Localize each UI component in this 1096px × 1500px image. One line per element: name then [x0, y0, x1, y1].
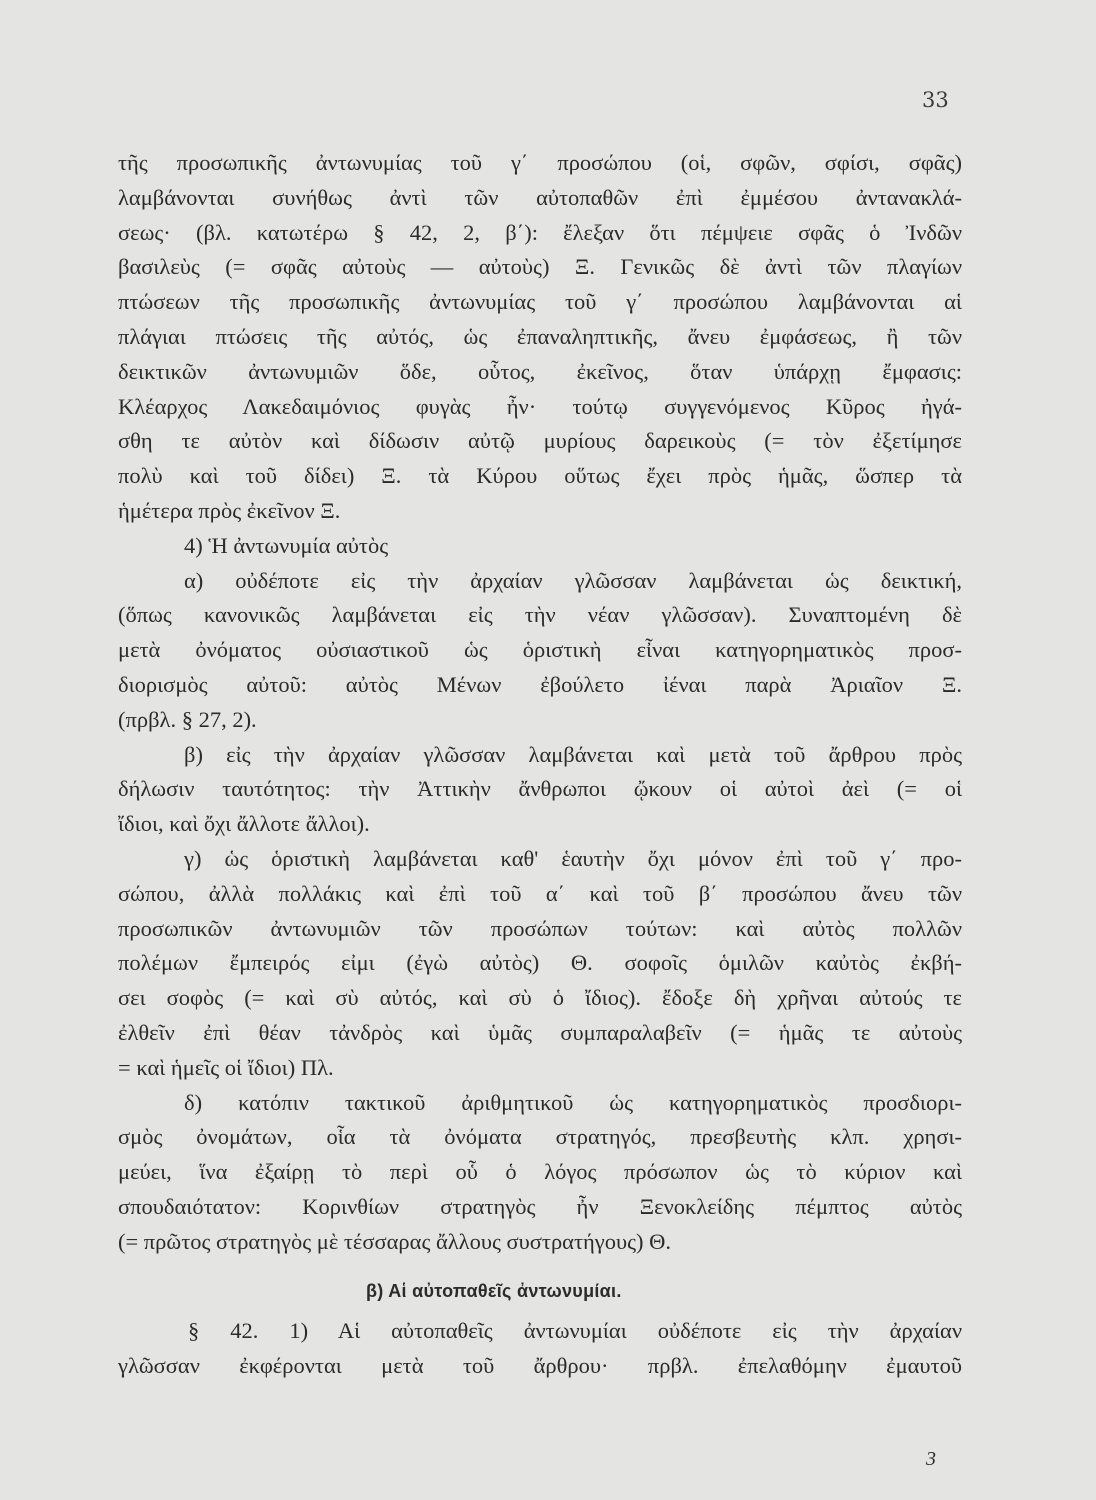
text-line: τῆς προσωπικῆς ἀντωνυμίας τοῦ γ΄ προσώπου (οἱ, σφῶν, σφίσι, σφᾶς) — [118, 150, 962, 175]
text-line: ἴδιοι, καὶ ὄχι ἄλλοτε ἄλλοι). — [118, 811, 370, 837]
text-line: προσωπικῶν ἀντωνυμιῶν τῶν προσώπων τούτων: καὶ αὐτὸς πολλῶν — [118, 915, 962, 941]
text-line: πτώσεων τῆς προσωπικῆς ἀντωνυμίας τοῦ γ΄ προσώπου λαμβάνονται αἱ — [118, 289, 962, 315]
text-line: σεως· (βλ. κατωτέρω § 42, 2, β΄): ἔλεξαν ὅτι πέμψειε σφᾶς ὁ Ἰνδῶν — [118, 219, 962, 245]
text-line: σώπου, ἀλλὰ πολλάκις καὶ ἐπὶ τοῦ α΄ καὶ τοῦ β΄ προσώπου ἄνευ τῶν — [118, 880, 962, 906]
text-line: Κλέαρχος Λακεδαιμόνιος φυγὰς ἦν· τούτῳ συγγενόμενος Κῦρος ἠγά- — [118, 393, 962, 419]
text-line: πλάγιαι πτώσεις τῆς αὐτός, ὡς ἐπαναληπτικῆς, ἄνευ ἐμφάσεως, ἢ τῶν — [118, 323, 962, 349]
text-line: πολὺ καὶ τοῦ δίδει) Ξ. τὰ Κύρου οὕτως ἔχει πρὸς ἡμᾶς, ὥσπερ τὰ — [118, 463, 962, 489]
text-line: σει σοφὸς (= καὶ σὺ αὐτός, καὶ σὺ ὁ ἴδιος). ἔδοξε δὴ χρῆναι αὐτούς τε — [118, 985, 962, 1011]
text-line: (ὅπως κανονικῶς λαμβάνεται εἰς τὴν νέαν γλῶσσαν). Συναπτομένη δὲ — [118, 602, 962, 628]
text-line: β) εἰς τὴν ἀρχαίαν γλῶσσαν λαμβάνεται καὶ μετὰ τοῦ ἄρθρου πρὸς — [184, 741, 962, 767]
text-line: ἐλθεῖν ἐπὶ θέαν τἀνδρὸς καὶ ὑμᾶς συμπαραλαβεῖν (= ἡμᾶς τε αὐτοὺς — [118, 1019, 962, 1045]
text-line: μετὰ ὀνόματος οὐσιαστικοῦ ὡς ὁριστικὴ εἶναι κατηγορηματικὸς προσ- — [118, 637, 962, 663]
text-line: = καὶ ἡμεῖς οἱ ἴδιοι) Πλ. — [118, 1054, 334, 1080]
text-line: λαμβάνονται συνήθως ἀντὶ τῶν αὐτοπαθῶν ἐπὶ ἐμμέσου ἀντανακλά- — [118, 184, 962, 210]
page-number: 33 — [922, 88, 949, 112]
text-line: σπουδαιότατον: Κορινθίων στρατηγὸς ἦν Ξενοκλείδης πέμπτος αὐτὸς — [118, 1193, 962, 1219]
text-line: γλῶσσαν ἐκφέρονται μετὰ τοῦ ἄρθρου· πρβλ. ἐπελαθόμην ἐμαυτοῦ — [118, 1353, 962, 1379]
section-heading: β) Αἱ αὐτοπαθεῖς ἀντωνυμίαι. — [366, 1280, 622, 1301]
text-line: § 42. 1) Αἱ αὐτοπαθεῖς ἀντωνυμίαι οὐδέποτε εἰς τὴν ἀρχαίαν — [188, 1318, 962, 1344]
text-line: δήλωσιν ταυτότητος: τὴν Ἀττικὴν ἄνθρωποι ᾤκουν οἱ αὐτοὶ ἀεὶ (= οἱ — [118, 776, 962, 802]
text-line: δεικτικῶν ἀντωνυμιῶν ὅδε, οὗτος, ἐκεῖνος, ὅταν ὑπάρχῃ ἔμφασις: — [118, 358, 962, 384]
text-line: ἡμέτερα πρὸς ἐκεῖνον Ξ. — [118, 497, 341, 523]
text-line: σθη τε αὐτὸν καὶ δίδωσιν αὐτῷ μυρίους δαρεικοὺς (= τὸν ἐξετίμησε — [118, 428, 962, 454]
text-line: γ) ὡς ὁριστικὴ λαμβάνεται καθ' ἑαυτὴν ὄχι μόνον ἐπὶ τοῦ γ΄ προ- — [184, 845, 962, 871]
text-line: (= πρῶτος στρατηγὸς μὲ τέσσαρας ἄλλους συστρατήγους) Θ. — [118, 1228, 672, 1254]
text-line: μεύει, ἵνα ἐξαίρῃ τὸ περὶ οὗ ὁ λόγος πρόσωπον ὡς τὸ κύριον καὶ — [118, 1159, 962, 1185]
text-line: δ) κατόπιν τακτικοῦ ἀριθμητικοῦ ὡς κατηγορηματικὸς προσδιορι- — [184, 1089, 962, 1115]
text-line: σμὸς ὀνομάτων, οἷα τὰ ὀνόματα στρατηγός, πρεσβευτὴς κλπ. χρησι- — [118, 1124, 962, 1150]
text-line: πολέμων ἔμπειρός εἰμι (ἐγὼ αὐτὸς) Θ. σοφοῖς ὁμιλῶν καὐτὸς ἐκβή- — [118, 950, 962, 976]
text-line: βασιλεὺς (= σφᾶς αὐτοὺς — αὐτοὺς) Ξ. Γενικῶς δὲ ἀντὶ τῶν πλαγίων — [118, 254, 962, 280]
signature-mark: 3 — [926, 1448, 936, 1470]
text-line: α) οὐδέποτε εἰς τὴν ἀρχαίαν γλῶσσαν λαμβάνεται ὡς δεικτική, — [184, 567, 962, 593]
text-line: (πρβλ. § 27, 2). — [118, 706, 257, 732]
section-4-title: 4) Ἡ ἀντωνυμία αὐτὸς — [184, 532, 389, 558]
body-text — [118, 146, 962, 1384]
text-line: διορισμὸς αὐτοῦ: αὐτὸς Μένων ἐβούλετο ἰέναι παρὰ Ἀριαῖον Ξ. — [118, 671, 962, 697]
